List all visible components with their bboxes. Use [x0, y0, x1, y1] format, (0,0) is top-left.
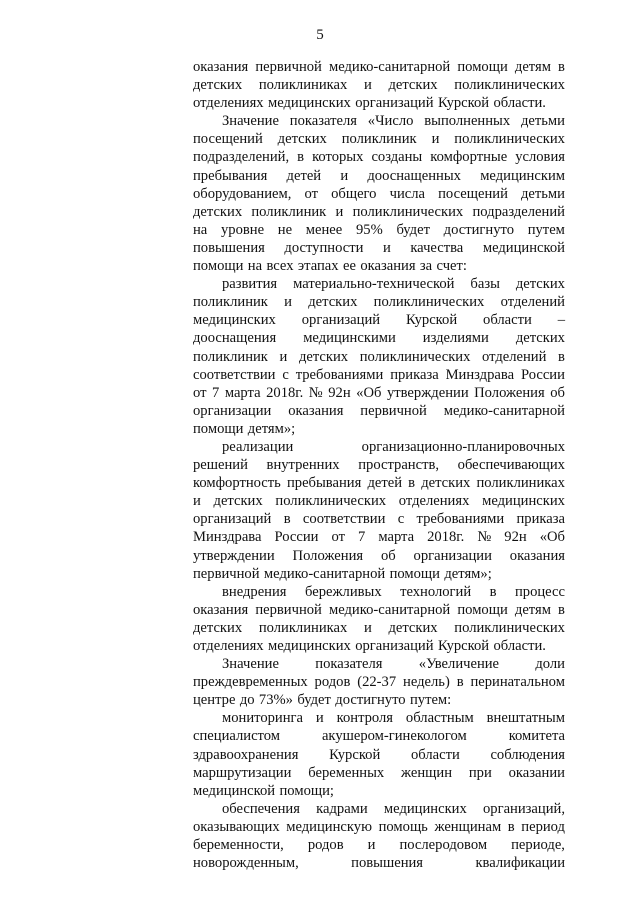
word: оказания — [509, 547, 565, 564]
word: комитета — [508, 728, 565, 745]
word: комфортные — [430, 149, 508, 166]
word: отделениях — [193, 638, 264, 654]
word: родов — [307, 837, 344, 854]
word: Курской — [437, 95, 490, 112]
word: детям»; — [247, 420, 296, 437]
word: посещений — [438, 185, 508, 202]
word: детей — [367, 475, 403, 492]
word: 7 — [358, 529, 366, 546]
word: об — [380, 547, 396, 564]
word: послеродовом — [399, 837, 488, 854]
document-text — [193, 58, 565, 872]
text-line — [193, 275, 565, 293]
word: отделений — [500, 294, 565, 311]
word: детских — [388, 619, 438, 636]
text-line — [193, 474, 565, 492]
word: организаций — [355, 95, 434, 112]
word: медицинских — [193, 312, 276, 329]
word: медико-санитарной — [328, 59, 451, 75]
word: и — [315, 710, 324, 727]
word: № — [308, 384, 323, 401]
word: технологий — [400, 583, 472, 600]
word: недель) — [403, 674, 450, 691]
word: новорожденным, — [193, 855, 299, 872]
word: счет: — [436, 258, 467, 275]
word: организаций — [193, 511, 272, 528]
word: с — [397, 511, 405, 528]
word: и — [431, 131, 440, 148]
word: детских — [193, 77, 243, 94]
word: приказа — [390, 366, 439, 383]
text-line — [193, 836, 565, 854]
word: от — [304, 185, 318, 202]
word: № — [477, 529, 492, 546]
word: преждевременных — [193, 674, 308, 691]
word: детских — [277, 131, 327, 148]
text-line — [193, 311, 565, 329]
paragraph — [193, 800, 565, 872]
paragraph — [193, 112, 565, 275]
text-line — [193, 185, 565, 203]
word: дооснащенных — [367, 167, 461, 184]
word: путем: — [409, 692, 452, 709]
word: первичной — [255, 601, 322, 618]
text-line — [193, 94, 565, 112]
word: соблюдения — [490, 746, 565, 763]
text-line — [193, 709, 565, 727]
word: доступности — [284, 239, 364, 256]
word: от — [193, 384, 207, 401]
word: поликлинических — [373, 294, 485, 311]
word: детских — [298, 348, 349, 365]
text-line — [193, 148, 565, 166]
word: организаций — [301, 312, 381, 329]
word: отделениях — [193, 95, 264, 112]
word: показателя — [315, 656, 383, 673]
word: этапах — [297, 258, 339, 275]
word: утверждении — [193, 547, 275, 564]
word: базы — [470, 276, 500, 293]
word: женщин — [401, 764, 453, 781]
word: внештатным — [486, 710, 565, 727]
word: посещений — [193, 131, 263, 148]
text-line — [193, 76, 565, 94]
text-line — [193, 456, 565, 474]
word: в — [456, 674, 464, 691]
word: поликлиник — [193, 294, 268, 311]
word: помощи; — [279, 782, 334, 799]
word: беременности, — [193, 837, 284, 854]
word: Минздрава — [445, 366, 515, 383]
word: подразделений — [472, 203, 565, 220]
text-line — [193, 800, 565, 818]
word: помощи — [193, 420, 244, 437]
word: «Увеличение — [418, 656, 500, 673]
word: будет — [297, 692, 331, 709]
word: развития — [222, 276, 278, 293]
word: комфортность — [193, 475, 281, 492]
word: контроля — [336, 710, 394, 727]
word: ее — [342, 258, 356, 275]
word: в — [283, 511, 291, 528]
word: показателя — [289, 113, 357, 130]
text-line — [193, 691, 565, 709]
word: медицинскими — [303, 330, 396, 347]
word: организационно-планировочных — [361, 438, 565, 455]
text-line — [193, 746, 565, 764]
word: центре — [193, 692, 236, 709]
word: 73%» — [258, 692, 293, 709]
word: медицинских — [482, 493, 565, 510]
word: детских — [308, 294, 358, 311]
word: дооснащения — [193, 330, 277, 347]
word: детских — [515, 276, 565, 293]
text-line — [193, 239, 565, 257]
word: медицинских — [383, 800, 467, 817]
word: и — [193, 493, 201, 510]
word: детских — [421, 475, 471, 492]
word: «Число — [367, 113, 414, 130]
word: первичной — [360, 402, 427, 419]
word: беременных — [308, 764, 385, 781]
word: медицинской — [482, 239, 565, 256]
word: подразделений, — [193, 149, 290, 166]
word: внедрения — [222, 583, 287, 600]
text-line — [193, 528, 565, 546]
word: помощи — [193, 258, 244, 275]
word: за — [419, 258, 433, 275]
word: всех — [266, 258, 294, 275]
word: внутренних — [266, 457, 340, 474]
word: общего — [331, 185, 377, 202]
word: 92н — [328, 384, 351, 401]
text-line — [193, 420, 565, 438]
text-line — [193, 565, 565, 583]
word: медицинскую — [286, 818, 372, 835]
word: детьми — [521, 185, 565, 202]
word: детям»; — [444, 565, 492, 582]
word: первичной — [255, 59, 322, 75]
paragraph — [193, 58, 565, 112]
text-line — [193, 782, 565, 800]
word: детьми — [520, 113, 565, 130]
text-line — [193, 818, 565, 836]
word: здравоохранения — [193, 746, 299, 763]
word: требованиями — [416, 511, 505, 528]
word: медико-санитарной — [328, 601, 451, 618]
word: в — [558, 601, 565, 618]
text-line — [193, 167, 565, 185]
word: Положения — [292, 547, 364, 564]
word: обеспечивающих — [457, 457, 565, 474]
text-line — [193, 58, 565, 76]
word: медицинским — [480, 167, 565, 184]
word: пребывания — [286, 475, 362, 492]
word: и — [340, 167, 349, 184]
word: областным — [405, 710, 474, 727]
word: в — [297, 149, 305, 166]
word: Значение — [222, 113, 279, 130]
word: период — [521, 818, 565, 835]
word: поликлинических — [275, 493, 387, 510]
word: решений — [193, 457, 248, 474]
word: помощи — [457, 59, 508, 75]
word: марта — [224, 384, 261, 401]
word: медицинских — [267, 638, 351, 654]
text-line — [193, 764, 565, 782]
text-line — [193, 510, 565, 528]
word: квалификации — [475, 855, 565, 872]
word: на — [193, 221, 208, 238]
text-line — [193, 438, 565, 456]
word: поликлинических — [454, 131, 565, 148]
word: менее — [305, 221, 343, 238]
word: кадрами — [316, 800, 368, 817]
text-line — [193, 384, 565, 402]
text-line — [193, 221, 565, 239]
word: 2018г. — [266, 384, 304, 401]
word: поликлинических — [454, 619, 565, 636]
word: Курской — [437, 638, 490, 654]
text-line — [193, 583, 565, 601]
text-line — [193, 257, 565, 275]
word: поликлинических — [352, 203, 464, 220]
word: на — [247, 258, 263, 275]
paragraph — [193, 275, 565, 438]
word: изделиями — [422, 330, 489, 347]
word: поликлиниках — [476, 475, 565, 492]
word: и — [279, 348, 288, 365]
text-line — [193, 547, 565, 565]
word: детских — [193, 619, 243, 636]
word: области. — [493, 95, 546, 112]
word: мониторинга — [222, 710, 304, 727]
word: с — [282, 366, 289, 383]
word: и — [367, 837, 376, 854]
word: оказания — [288, 402, 344, 419]
word: не — [277, 221, 293, 238]
text-line — [193, 130, 565, 148]
word: обеспечения — [222, 800, 300, 817]
word: первичной — [193, 565, 260, 582]
word: созданы — [371, 149, 423, 166]
word: детям — [514, 59, 551, 75]
word: достигнуто — [335, 692, 406, 709]
word: и — [363, 77, 372, 94]
word: Положения — [474, 384, 545, 401]
text-line — [193, 655, 565, 673]
word: поликлинических — [454, 77, 565, 94]
word: и — [284, 294, 292, 311]
word: путем — [527, 221, 565, 238]
word: периоде, — [511, 837, 565, 854]
word: поликлиник — [251, 203, 327, 220]
word: отделений — [482, 348, 547, 365]
word: детских — [213, 493, 263, 510]
word: соответствии — [193, 366, 276, 383]
word: помощи — [457, 601, 508, 618]
text-line — [193, 854, 565, 872]
word: числа — [389, 185, 425, 202]
word: об — [550, 384, 565, 401]
word: организаций, — [482, 800, 565, 817]
word: медицинских — [267, 95, 351, 112]
word: области. — [493, 638, 546, 654]
word: требованиями — [295, 366, 384, 383]
word: детей — [286, 167, 322, 184]
text-line — [193, 601, 565, 619]
word: поликлиник — [341, 131, 417, 148]
word: пространств, — [358, 457, 440, 474]
word: выполненных — [424, 113, 511, 130]
word: Курской — [405, 312, 458, 329]
word: в — [489, 583, 497, 600]
text-line — [193, 348, 565, 366]
word: оказывающих — [193, 818, 280, 835]
paragraph — [193, 438, 565, 583]
word: поликлинических — [359, 348, 471, 365]
word: при — [468, 764, 492, 781]
text-line — [193, 112, 565, 130]
word: в — [558, 59, 565, 75]
word: оказания — [193, 59, 249, 75]
word: детских — [515, 330, 565, 347]
word: оказания — [193, 601, 249, 618]
word: 7 — [212, 384, 220, 401]
text-line — [193, 673, 565, 691]
word: «Об — [356, 384, 382, 401]
word: России — [274, 529, 319, 546]
word: доли — [535, 656, 565, 673]
word: Курской — [329, 746, 381, 763]
word: пребывания — [193, 167, 268, 184]
word: помощь — [378, 818, 428, 835]
word: материально-технической — [293, 276, 455, 293]
word: и — [363, 619, 372, 636]
word: детских — [193, 203, 243, 220]
word: соответствии — [302, 511, 386, 528]
word: и — [382, 239, 391, 256]
word: приказа — [516, 511, 565, 528]
word: России — [520, 366, 565, 383]
word: качества — [410, 239, 464, 256]
word: в — [408, 475, 416, 492]
word: «Об — [539, 529, 565, 546]
word: марта — [378, 529, 415, 546]
text-line — [193, 329, 565, 347]
word: отделениях — [398, 493, 470, 510]
word: женщинам — [434, 818, 502, 835]
word: и — [335, 203, 344, 220]
word: поликлиниках — [258, 77, 348, 94]
word: процесс — [514, 583, 565, 600]
text-line — [193, 637, 565, 655]
word: акушером-гинекологом — [321, 728, 467, 745]
paragraph — [193, 655, 565, 709]
word: Значение — [222, 656, 279, 673]
word: области — [483, 312, 532, 329]
word: 92н — [504, 529, 527, 546]
text-line — [193, 203, 565, 221]
text-line — [193, 727, 565, 745]
text-line — [193, 402, 565, 420]
word: повышения — [351, 855, 424, 872]
word: уровне — [221, 221, 265, 238]
word: организации — [193, 402, 272, 419]
word: поликлиник — [193, 348, 268, 365]
text-line — [193, 293, 565, 311]
word: от — [331, 529, 345, 546]
paragraph — [193, 583, 565, 655]
word: бережливых — [304, 583, 382, 600]
word: организаций — [355, 638, 434, 654]
word: медицинской — [193, 782, 276, 799]
word: утверждении — [386, 384, 469, 401]
paragraph — [193, 709, 565, 799]
word: маршрутизации — [193, 764, 292, 781]
word: 95% — [355, 221, 383, 238]
word: 2018г. — [427, 529, 465, 546]
text-line — [193, 366, 565, 384]
word: до — [239, 692, 255, 709]
word: помощи — [389, 565, 440, 582]
word: достигнуто — [443, 221, 514, 238]
word: родов — [314, 674, 351, 691]
text-line — [193, 492, 565, 510]
word: детям — [514, 601, 551, 618]
word: оказания — [360, 258, 416, 275]
word: медико-санитарной — [263, 565, 386, 582]
word: оборудованием, — [193, 185, 292, 202]
word: поликлиниках — [258, 619, 348, 636]
word: будет — [396, 221, 430, 238]
word: перинатальном — [470, 674, 565, 691]
word: условия — [515, 149, 565, 166]
word: Минздрава — [193, 529, 262, 546]
word: специалистом — [193, 728, 280, 745]
word: в — [507, 818, 515, 835]
word: детских — [388, 77, 438, 94]
word: (22-37 — [357, 674, 397, 691]
word: организации — [413, 547, 492, 564]
word: области — [410, 746, 460, 763]
word: которых — [312, 149, 364, 166]
text-line — [193, 619, 565, 637]
word: – — [557, 312, 565, 329]
word: в — [558, 348, 565, 365]
word: медико-санитарной — [443, 402, 565, 419]
word: повышения — [193, 239, 265, 256]
page-number: 5 — [316, 27, 324, 43]
word: оказании — [508, 764, 565, 781]
word: реализации — [222, 438, 294, 455]
